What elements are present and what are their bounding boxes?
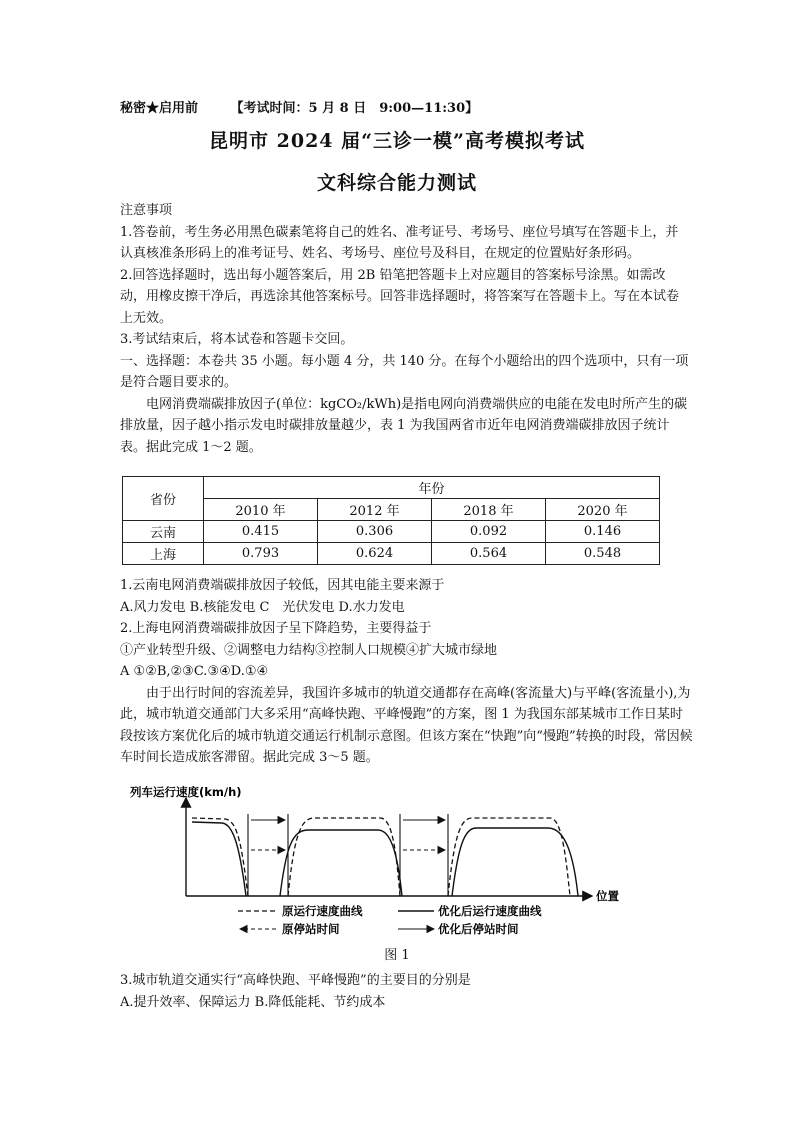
passage-1: 电网消费端碳排放因子(单位：kgCO₂/kWh)是指电网向消费端供应的电能在发电时所产生的碳排放量，因子越小指示发电时碳排放量越少，表 1 为我国两省市近年电网消费端碳排放因子统计表。据此完成 1～2 题。 [120,396,688,455]
exam-subtitle: 文科综合能力测试 [316,172,477,194]
question-3-options: A.提升效率、保障运力 B.降低能耗、节约成本 [120,994,386,1010]
question-2-items: ①产业转型升级、②调整电力结构③控制人口规模④扩大城市绿地 [120,642,498,658]
exam-time: 【考试时间：5 月 8 日 9:00—11:30】 [230,101,479,116]
optimized-speed-curve [280,830,402,896]
table-cell: 0.564 [432,543,546,565]
train-speed-figure [130,778,630,938]
table-row [123,543,660,565]
exam-title: 昆明市 2024 届“三诊一模”高考模拟考试 [209,130,585,152]
table-row-label: 上海 [123,543,204,565]
question-2: 2.上海电网消费端碳排放因子呈下降趋势，主要得益于 [120,621,432,636]
notice-heading: 注意事项 [120,203,173,218]
table-row-label: 云南 [123,521,204,543]
figure-caption: 图 1 [384,948,410,963]
question-3: 3.城市轨道交通实行“高峰快跑、平峰慢跑”的主要目的分别是 [120,973,471,988]
y-axis-label: 列车运行速度(km/h) [130,785,242,799]
optimized-speed-curve [452,828,578,896]
optimized-speed-curve [192,822,246,896]
table-cell: 0.548 [546,543,660,565]
carbon-factor-table [122,476,660,565]
questions-tail [120,970,695,1013]
table-row [123,521,660,543]
question-1-options: A.风力发电 B.核能发电 C 光伏发电 D.水力发电 [120,599,405,615]
table-cell: 0.092 [432,521,546,543]
table-header-province: 省份 [123,477,204,521]
legend-solid-arrow-label: 优化后停站时间 [438,922,519,936]
legend-dashed-label: 原运行速度曲线 [282,904,363,918]
table-year-cell: 2010 年 [204,499,318,521]
notice-section [120,200,690,458]
notice-item: 1.答卷前，考生务必用黑色碳素笔将自己的姓名、准考证号、考场号、座位号填写在答题卡上，并认真核准条形码上的准考证号、姓名、考场号、座位号及科目，在规定的位置贴好条形码。 [120,224,679,261]
table-year-cell: 2012 年 [318,499,432,521]
question-2-options: A ①②B,②③C.③④D.①④ [120,664,269,679]
legend-dashed-arrow-label: 原停站时间 [282,922,340,936]
legend-solid-label: 优化后运行速度曲线 [438,904,542,918]
question-1: 1.云南电网消费端碳排放因子较低，因其电能主要来源于 [120,578,445,593]
table-cell: 0.306 [318,521,432,543]
original-speed-curve [448,818,570,896]
questions-block [120,575,695,769]
notice-item: 3.考试结束后，将本试卷和答题卡交回。 [120,332,354,347]
x-axis-label: 位置 [596,889,619,903]
passage-2: 由于出行时间的容流差异，我国许多城市的轨道交通都存在高峰(客流量大)与平峰(客流量小),为此，城市轨道交通部门大多采用“高峰快跑、平峰慢跑”的方案，图 1 为我国东部某城市工作日某时段按该方案优化后的城市轨道交通运行机制示意图。但该方案在“快跑”向“慢跑”转换的时段，常因候车时间长造成旅客滞留。据此完成 3～5 题。 [120,685,693,765]
table-year-cell: 2018 年 [432,499,546,521]
section-intro: 一、选择题：本卷共 35 小题。每小题 4 分，共 140 分。在每个小题给出的四个选项中，只有一项是符合题目要求的。 [120,353,689,390]
table-cell: 0.793 [204,543,318,565]
notice-item: 2.回答选择题时，选出每小题答案后，用 2B 铅笔把答题卡上对应题目的答案标号涂黑。如需改动，用橡皮擦干净后，再选涂其他答案标号。回答非选择题时，将答案写在答题卡上。写在本试卷上无效。 [120,267,680,326]
table-cell: 0.415 [204,521,318,543]
table-header-year: 年份 [204,477,660,499]
table-cell: 0.624 [318,543,432,565]
table-cell: 0.146 [546,521,660,543]
secret-label: 秘密★启用前 [120,101,199,116]
table-year-cell: 2020 年 [546,499,660,521]
exam-header-line [120,97,478,116]
